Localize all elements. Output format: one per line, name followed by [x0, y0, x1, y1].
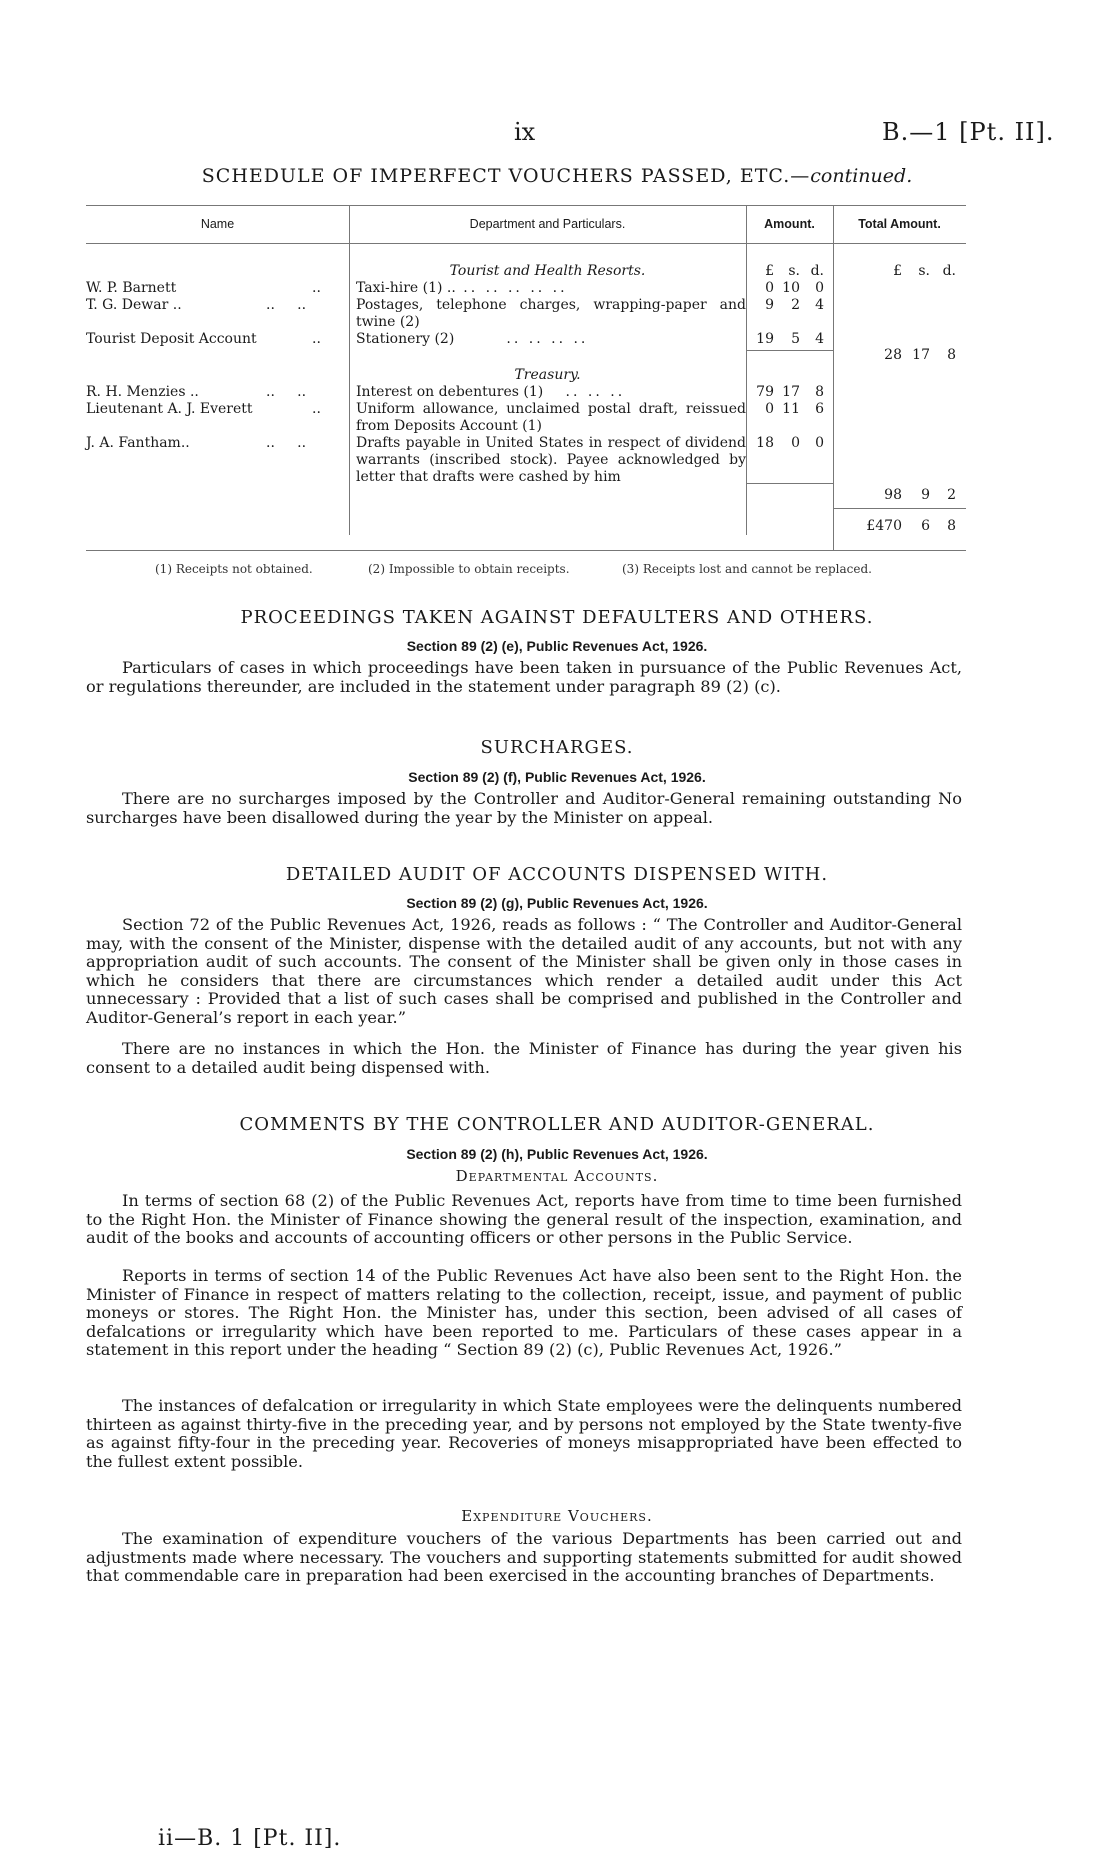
subtotal-pence: 2	[947, 487, 956, 503]
amount-shillings: 11	[782, 401, 800, 417]
table-header-rule	[86, 243, 966, 244]
row-particulars: Stationery (2) .. .. .. ..	[356, 331, 589, 347]
amount-shillings: 5	[791, 331, 800, 347]
row-particulars: Uniform allowance, unclaimed postal draft, reissued from Deposits Account (1)	[356, 401, 746, 434]
amount-shillings: 2	[791, 297, 800, 313]
amount-pounds: 9	[765, 297, 774, 313]
leader-dots: .. ..	[266, 435, 307, 451]
col-divider-3	[833, 205, 834, 550]
subtotal-rule-1	[746, 350, 833, 351]
paragraph-comments-3: The instances of defalcation or irregularity in which State employees were the delinquents numbered thirteen as against thirty-five in the preceding year, and by persons not employed by the State twenty-five as against fifty-four in the preceding year. Recoveries of moneys misappropriated have been effected to the fullest extent possible.	[86, 1396, 962, 1471]
amount-pence: 6	[815, 401, 824, 417]
leader-dots: ..	[312, 331, 321, 347]
paragraph-surcharges: There are no surcharges imposed by the Controller and Auditor-General remaining outstanding No surcharges have been disallowed during the year by the Minister on appeal.	[86, 789, 962, 827]
leader-dots: ..	[312, 401, 321, 417]
amount-pounds: 18	[756, 435, 774, 451]
footnote-1: (1) Receipts not obtained.	[155, 562, 313, 576]
paragraph-comments-2: Reports in terms of section 14 of the Public Revenues Act have also been sent to the Right Hon. the Minister of Finance in respect of matters relating to the collection, receipt, issue, and payment of public moneys or stores. The Right Hon. the Minister has, under this section, been advised of all cases of defalcations or irregularity which have been reported to me. Particulars of these cases appear in a statement in this report under the heading “ Section 89 (2) (c), Public Revenues Act, 1926.”	[86, 1266, 962, 1360]
row-name: J. A. Fantham..	[86, 435, 190, 451]
row-particulars: Drafts payable in United States in respect of dividend warrants (inscribed stock). Payee acknowledged by letter that drafts were cashed by him	[356, 435, 746, 485]
subheading-expenditure-vouchers: Expenditure Vouchers.	[461, 1507, 653, 1525]
total-rule	[833, 508, 966, 509]
subheading-comments: Section 89 (2) (h), Public Revenues Act, 1926.	[406, 1146, 708, 1162]
row-name: W. P. Barnett	[86, 280, 177, 296]
paragraph-comments-4: The examination of expenditure vouchers of the various Departments has been carried out and adjustments made where necessary. The vouchers and supporting statements submitted for audit showed that commendable care in preparation had been exercised in the accounting branches of Departments.	[86, 1529, 962, 1586]
col-header-particulars: Department and Particulars.	[469, 217, 626, 231]
heading-surcharges: SURCHARGES.	[480, 737, 634, 758]
footnote-3: (3) Receipts lost and cannot be replaced.	[622, 562, 872, 576]
col-divider-2	[746, 205, 747, 535]
heading-proceedings: PROCEEDINGS TAKEN AGAINST DEFAULTERS AND OTHERS.	[240, 607, 874, 628]
table-bottom-rule	[86, 550, 966, 551]
amount-shillings: 0	[791, 435, 800, 451]
document-reference: B.—1 [Pt. II].	[882, 118, 1055, 146]
col-header-name: Name	[200, 217, 235, 231]
amount-pounds: 0	[765, 280, 774, 296]
heading-detailed-audit: DETAILED AUDIT OF ACCOUNTS DISPENSED WITH.	[285, 864, 829, 885]
subtotal-shillings: 17	[912, 347, 930, 363]
footnote-2: (2) Impossible to obtain receipts.	[368, 562, 570, 576]
row-name: Tourist Deposit Account	[86, 331, 257, 347]
amount-shillings: 10	[782, 280, 800, 296]
schedule-title-main: SCHEDULE OF IMPERFECT VOUCHERS PASSED, ETC.—	[201, 165, 811, 187]
subtotal-pence: 8	[947, 347, 956, 363]
total-pounds-head: £	[893, 263, 902, 279]
amount-pounds: 79	[756, 384, 774, 400]
amount-pence-head: d.	[810, 263, 824, 279]
subtotal-pounds: 28	[884, 347, 902, 363]
schedule-title-continued: continued.	[810, 165, 913, 187]
heading-comments: COMMENTS BY THE CONTROLLER AND AUDITOR-GENERAL.	[239, 1114, 875, 1135]
subtotal-shillings: 9	[921, 487, 930, 503]
total-pence-head: d.	[942, 263, 956, 279]
leader-dots: ..	[312, 280, 321, 296]
subtotal-rule-2	[746, 483, 833, 484]
group-heading-treasury: Treasury.	[514, 367, 581, 383]
grand-total-pence: 8	[947, 518, 956, 534]
amount-pence: 0	[815, 435, 824, 451]
row-particulars-text: Interest on debentures (1)	[356, 384, 544, 400]
paragraph-comments-1: In terms of section 68 (2) of the Public Revenues Act, reports have from time to time been furnished to the Right Hon. the Minister of Finance showing the general result of the inspection, examination, and audit of the books and accounts of accounting officers or other persons in the Public Service.	[86, 1191, 962, 1248]
vouchers-table	[86, 205, 966, 550]
amount-pounds: 19	[756, 331, 774, 347]
amount-pence: 0	[815, 280, 824, 296]
col-header-total: Total Amount.	[858, 217, 941, 231]
subheading-proceedings: Section 89 (2) (e), Public Revenues Act, 1926.	[406, 638, 708, 654]
subheading-surcharges: Section 89 (2) (f), Public Revenues Act, 1926.	[408, 769, 706, 785]
amount-shillings-head: s.	[788, 263, 800, 279]
row-particulars: Postages, telephone charges, wrapping-paper and twine (2)	[356, 297, 746, 330]
row-name: T. G. Dewar ..	[86, 297, 182, 313]
amount-pounds: 0	[765, 401, 774, 417]
row-particulars: Interest on debentures (1) .. .. ..	[356, 384, 626, 400]
paragraph-proceedings: Particulars of cases in which proceedings have been taken in pursuance of the Public Revenues Act, or regulations thereunder, are included in the statement under paragraph 89 (2) (c).	[86, 658, 962, 696]
col-header-amount: Amount.	[764, 217, 815, 231]
page-signature: ii—B. 1 [Pt. II].	[158, 1826, 342, 1851]
group-heading-tourist: Tourist and Health Resorts.	[449, 263, 646, 279]
page-number: ix	[514, 118, 536, 146]
amount-pence: 4	[815, 331, 824, 347]
grand-total-shillings: 6	[921, 518, 930, 534]
leader-dots: .. ..	[266, 297, 307, 313]
schedule-title	[0, 165, 1114, 187]
subheading-departmental-accounts: Departmental Accounts.	[455, 1167, 659, 1185]
row-name: R. H. Menzies ..	[86, 384, 199, 400]
paragraph-detailed-audit-2: There are no instances in which the Hon. the Minister of Finance has during the year given his consent to a detailed audit being dispensed with.	[86, 1039, 962, 1077]
row-name: Lieutenant A. J. Everett	[86, 401, 253, 417]
row-particulars-text: Taxi-hire (1) ..	[356, 280, 456, 296]
amount-shillings: 17	[782, 384, 800, 400]
grand-total-pounds: £470	[866, 518, 902, 534]
row-particulars: Taxi-hire (1) .. .. .. .. .. ..	[356, 280, 568, 296]
row-particulars-text: Stationery (2)	[356, 331, 455, 347]
amount-pence: 8	[815, 384, 824, 400]
subtotal-pounds: 98	[884, 487, 902, 503]
total-shillings-head: s.	[918, 263, 930, 279]
table-top-rule	[86, 205, 966, 206]
leader-dots: .. ..	[266, 384, 307, 400]
amount-pounds-head: £	[765, 263, 774, 279]
amount-pence: 4	[815, 297, 824, 313]
subheading-detailed-audit: Section 89 (2) (g), Public Revenues Act, 1926.	[406, 895, 708, 911]
paragraph-detailed-audit-1: Section 72 of the Public Revenues Act, 1926, reads as follows : “ The Controller and Auditor-General may, with the consent of the Minister, dispense with the detailed audit of any accounts, but not with any appropriation audit of such accounts. The consent of the Minister shall be given only in those cases in which he considers that there are circumstances which render a detailed audit under this Act unnecessary : Provided that a list of such cases shall be comprised and published in the Controller and Auditor-General’s report in each year.”	[86, 915, 962, 1027]
